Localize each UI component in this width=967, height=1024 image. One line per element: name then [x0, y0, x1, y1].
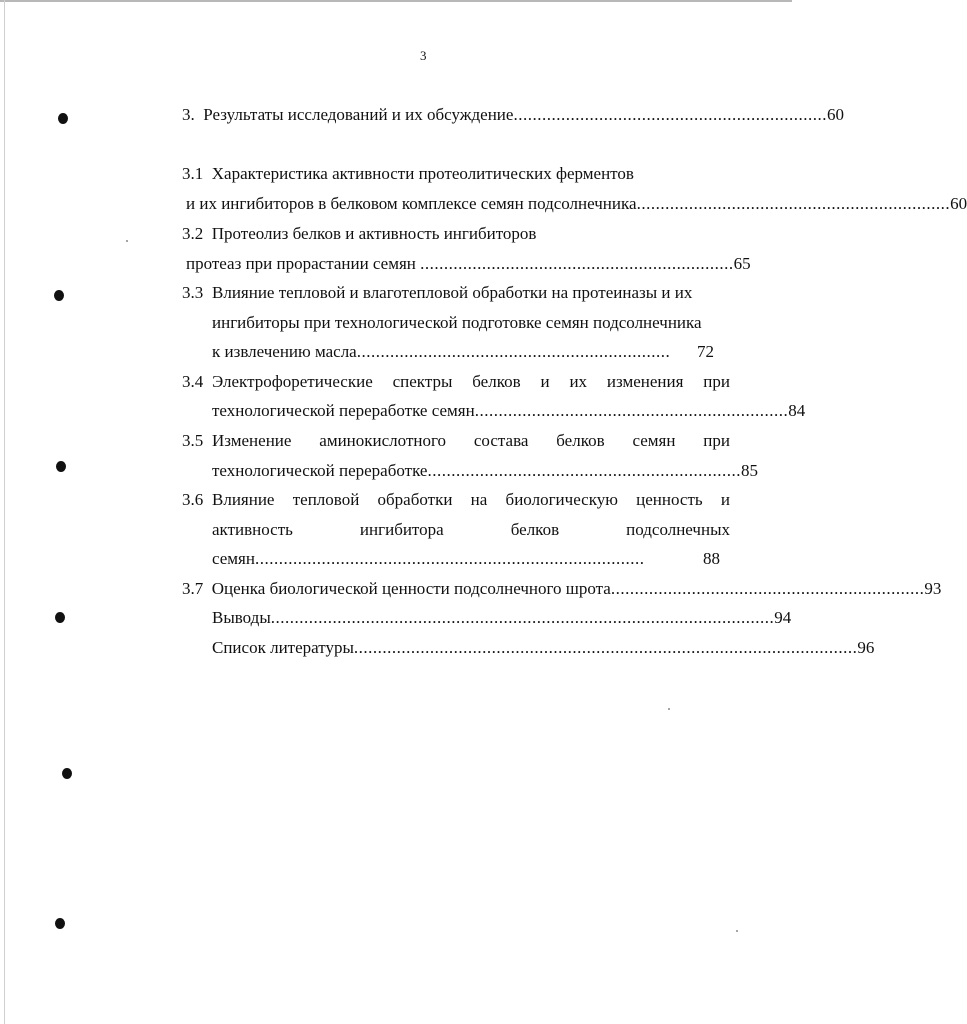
toc-title: Протеолиз белков и активность ингибиторов	[211, 224, 537, 243]
toc-leader: ..........................................................................................................	[353, 638, 858, 657]
toc-title: Характеристика активности протеолитических ферментов	[211, 164, 634, 183]
toc-number: 3.	[182, 105, 195, 124]
toc-page: 88	[703, 549, 720, 568]
toc-leader: ..................................................................	[636, 194, 951, 213]
scan-speck	[126, 240, 128, 242]
page-number: 3	[420, 48, 427, 63]
toc-entry-3-1-line1	[182, 163, 634, 185]
toc-page: 93	[924, 579, 942, 598]
toc-title: семян	[212, 549, 255, 568]
toc-leader: ..........................................................................................................	[270, 608, 775, 627]
scan-border-top	[0, 0, 792, 2]
toc-number: 3.7	[182, 579, 204, 598]
toc-page: 85	[740, 461, 758, 480]
toc-entry-3-5-number	[182, 430, 203, 452]
toc-entry-3-6-line1	[212, 489, 730, 511]
punch-hole-mark	[55, 918, 65, 929]
toc-title: Оценка биологической ценности подсолнечного шрота	[211, 579, 611, 598]
toc-number: 3.5	[182, 431, 204, 450]
toc-entry-3-2-line1	[182, 223, 536, 245]
toc-title: к извлечению масла	[212, 342, 357, 361]
toc-page: 65	[733, 254, 751, 273]
toc-entry-3-7	[182, 578, 942, 600]
toc-entry-3-3-line3	[212, 341, 714, 363]
toc-title: ингибиторы при технологической подготовке семян подсолнечника	[212, 313, 702, 332]
toc-title: Электрофоретические спектры белков и их изменения при	[212, 372, 730, 391]
toc-leader: ..................................................................	[356, 342, 671, 361]
punch-hole-mark	[54, 290, 64, 301]
scan-speck	[668, 708, 670, 710]
toc-leader: ..................................................................................	[254, 549, 645, 568]
toc-title: технологической переработке	[212, 461, 428, 480]
toc-number: 3.2	[182, 224, 204, 243]
toc-entry-3-4-number	[182, 371, 203, 393]
toc-page: 94	[774, 608, 792, 627]
toc-entry-3-3-line2	[212, 312, 730, 334]
scan-speck	[736, 930, 738, 932]
toc-page: 84	[788, 401, 806, 420]
toc-title: Влияние тепловой и влаготепловой обработки на протеиназы и их	[212, 283, 693, 302]
toc-leader: ..................................................................	[420, 254, 734, 273]
toc-title: Выводы	[212, 608, 271, 627]
toc-title: активность ингибитора белков подсолнечных	[212, 520, 730, 539]
scan-border-left	[4, 0, 5, 1024]
toc-title: и их ингибиторов в белковом комплексе семян подсолнечника	[186, 194, 637, 213]
punch-hole-mark	[58, 113, 68, 124]
toc-entry-3-4-line1	[212, 371, 730, 393]
toc-title: протеаз при прорастании семян	[186, 254, 416, 273]
toc-number: 3.6	[182, 490, 204, 509]
toc-entry-3-1-line2	[186, 193, 967, 215]
toc-entry-3-3-number	[182, 282, 203, 304]
toc-leader: ..................................................................	[513, 105, 827, 124]
toc-entry-conclusions	[212, 607, 792, 629]
toc-entry-3-6-line2	[212, 519, 730, 541]
toc-page: 96	[857, 638, 875, 657]
toc-number: 3.3	[182, 283, 204, 302]
toc-leader: ..................................................................	[474, 401, 789, 420]
toc-entry-3-4-line2	[212, 400, 806, 422]
toc-title: Список литературы	[212, 638, 354, 657]
toc-entry-3-6-number	[182, 489, 203, 511]
toc-entry-references	[212, 637, 875, 659]
toc-entry-3-5-line1	[212, 430, 730, 452]
punch-hole-mark	[55, 612, 65, 623]
toc-entry-3-5-line2	[212, 460, 758, 482]
toc-title: технологической переработке семян	[212, 401, 475, 420]
toc-leader: ..................................................................	[610, 579, 925, 598]
toc-page: 60	[826, 105, 844, 124]
punch-hole-mark	[56, 461, 66, 472]
toc-number: 3.4	[182, 372, 204, 391]
toc-page: 72	[697, 342, 714, 361]
toc-leader: ..................................................................	[427, 461, 741, 480]
toc-title: Влияние тепловой обработки на биологическую ценность и	[212, 490, 730, 509]
toc-entry-3-6-line3	[212, 548, 720, 570]
toc-entry-3	[182, 104, 844, 126]
toc-entry-3-3-line1	[212, 282, 730, 304]
toc-title: Результаты исследований и их обсуждение	[203, 105, 514, 124]
toc-page: 60	[950, 194, 967, 213]
punch-hole-mark	[62, 768, 72, 779]
toc-title: Изменение аминокислотного состава белков семян при	[212, 431, 730, 450]
toc-entry-3-2-line2	[186, 253, 751, 275]
toc-number: 3.1	[182, 164, 204, 183]
